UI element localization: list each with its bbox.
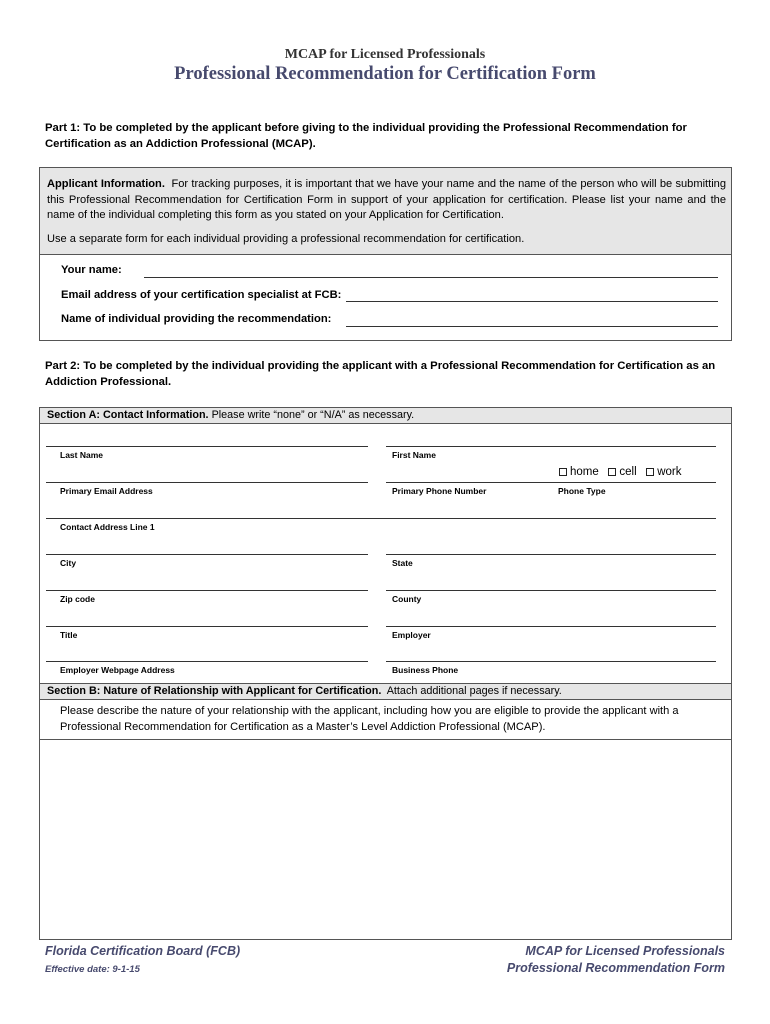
- footer-form-series: MCAP for Licensed Professionals: [525, 944, 725, 958]
- primary-email-label: Primary Email Address: [60, 486, 153, 496]
- part1-instructions: Part 1: To be completed by the applicant before giving to the individual providing the Professional Recommendation for Certification as an Addiction Professional (MCAP).: [45, 122, 687, 150]
- cell-label: cell: [619, 466, 637, 478]
- home-label: home: [570, 466, 599, 478]
- form-title: Professional Recommendation for Certification Form: [174, 64, 596, 84]
- form-subtitle: MCAP for Licensed Professionals: [284, 47, 486, 62]
- section-a-header: [39, 407, 732, 424]
- specialist-email-field[interactable]: [346, 301, 718, 302]
- applicant-info-text: [47, 177, 726, 224]
- recommender-name-label: Name of individual providing the recommendation:: [61, 313, 332, 325]
- applicant-info-body: For tracking purposes, it is important that we have your name and the name of the person who will be submitting this Professional Recommendation for Certification Form in support of your application for certification. Please list your name and the name of the individual completing this form as you stated on your Application for Certification.: [47, 178, 727, 221]
- county-label: County: [392, 594, 422, 604]
- section-b-heading: Section B: Nature of Relationship with Applicant for Certification.: [47, 685, 382, 697]
- state-label: State: [392, 558, 413, 568]
- work-label: work: [657, 466, 682, 478]
- separate-form-note: Use a separate form for each individual providing a professional recommendation for certification.: [47, 233, 525, 245]
- recommender-name-field[interactable]: [346, 326, 718, 327]
- title-label: Title: [60, 630, 78, 640]
- employer-label: Employer: [392, 630, 431, 640]
- phone-type-label: Phone Type: [558, 486, 606, 496]
- your-name-field[interactable]: [144, 277, 718, 278]
- employer-web-label: Employer Webpage Address: [60, 665, 175, 675]
- first-name-label: First Name: [392, 450, 436, 460]
- last-name-label: Last Name: [60, 450, 103, 460]
- section-b-prompt: Please describe the nature of your relationship with the applicant, including how you are eligible to provide the applicant with a Professional Recommendation for Certification as a Master’s Level Addiction Professional (MCAP).: [60, 705, 679, 733]
- city-label: City: [60, 558, 77, 568]
- zip-label: Zip code: [60, 594, 95, 604]
- section-a-frame: [39, 423, 732, 684]
- section-b-note: Attach additional pages if necessary.: [386, 685, 562, 697]
- applicant-fields-box: [39, 254, 732, 341]
- footer-effective-date: Effective date: 9-1-15: [45, 964, 140, 975]
- applicant-info-heading: Applicant Information.: [47, 178, 165, 190]
- section-a-note: Please write “none” or “N/A” as necessary.: [211, 409, 415, 421]
- address-line1-label: Contact Address Line 1: [60, 522, 155, 532]
- footer-org: Florida Certification Board (FCB): [45, 944, 241, 958]
- section-b-header: [39, 683, 732, 700]
- business-phone-label: Business Phone: [392, 665, 459, 675]
- primary-phone-label: Primary Phone Number: [392, 486, 487, 496]
- part2-instructions: Part 2: To be completed by the individual providing the applicant with a Professional Recommendation for Certification as an Addiction Professional.: [45, 360, 716, 388]
- specialist-email-label: Email address of your certification specialist at FCB:: [61, 289, 342, 301]
- applicant-info-box: [39, 167, 732, 255]
- footer-form-name: Professional Recommendation Form: [506, 961, 725, 975]
- section-a-heading: Section A: Contact Information.: [47, 409, 209, 421]
- section-b-prompt-box: [39, 699, 732, 740]
- your-name-label: Your name:: [61, 264, 122, 276]
- relationship-response-area[interactable]: [39, 739, 732, 940]
